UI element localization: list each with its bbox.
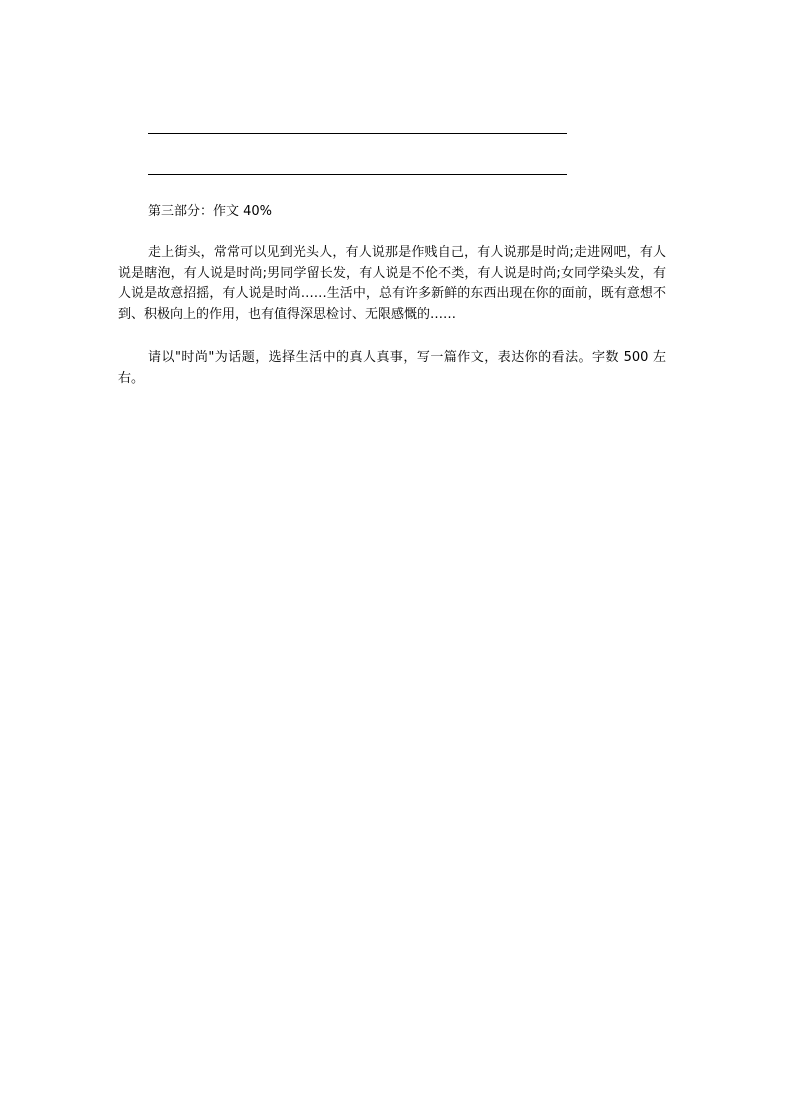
- prompt-paragraph: 走上街头，常常可以见到光头人，有人说那是作贱自己，有人说那是时尚;走进网吧，有人说是瞎泡，有人说是时尚;男同学留长发，有人说是不伦不类，有人说是时尚;女同学染头发，有人说是故意招摇，有人说是时尚……生活中，总有许多新鲜的东西出现在你的面前，既有意想不到、积极向上的作用，也有值得深思检讨、无限感慨的……: [118, 245, 666, 322]
- answer-blank-line: [148, 133, 567, 134]
- instruction-paragraph: 请以"时尚"为话题，选择生活中的真人真事，写一篇作文，表达你的看法。字数 500 左右。: [118, 350, 666, 386]
- section-heading: 第三部分：作文 40%: [148, 204, 273, 219]
- answer-blank-line: [148, 174, 567, 175]
